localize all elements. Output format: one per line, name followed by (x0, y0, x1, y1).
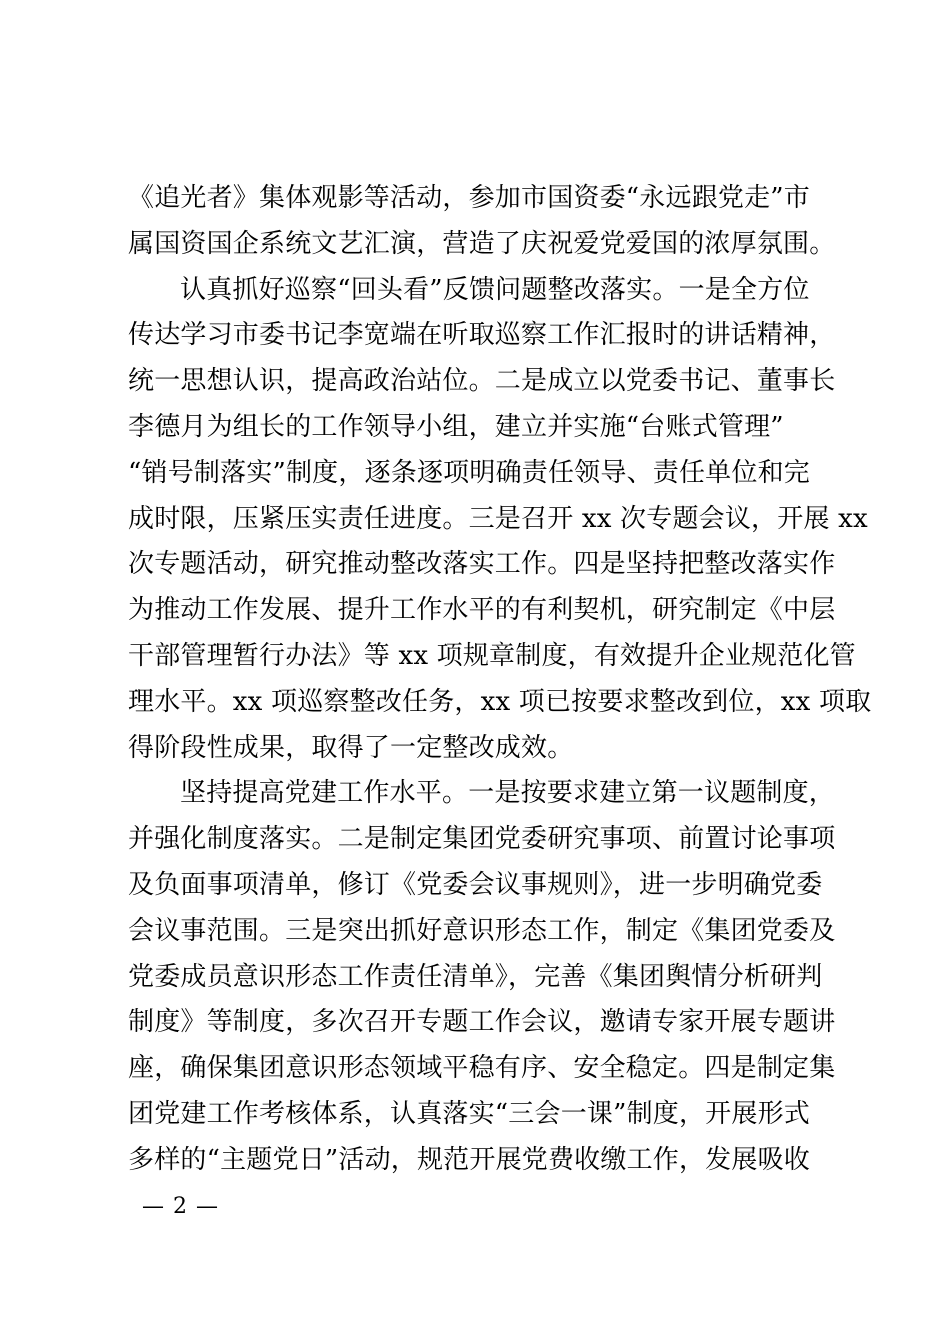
text-line: 坚持提高党建工作水平。一是按要求建立第一议题制度， (180, 778, 836, 809)
text-line: 属国资国企系统文艺汇演，营造了庆祝爱党爱国的浓厚氛围。 (128, 228, 836, 259)
text-line: 及负面事项清单，修订《党委会议事规则》，进一步明确党委 (128, 869, 823, 900)
text-line: 传达学习市委书记李宽端在听取巡察工作汇报时的讲话精神， (128, 320, 836, 351)
page-number: — 2 — (142, 1194, 219, 1219)
text-line: 认真抓好巡察“回头看”反馈问题整改落实。一是全方位 (180, 274, 810, 305)
paragraph-1 (128, 176, 836, 268)
text-line: 并强化制度落实。二是制定集团党委研究事项、前置讨论事项 (128, 824, 836, 855)
text-line: 多样的“主题党日”活动，规范开展党费收缴工作，发展吸收 (128, 1144, 810, 1175)
text-line: 会议事范围。三是突出抓好意识形态工作，制定《集团党委及 (128, 915, 836, 946)
text-line: 次专题活动，研究推动整改落实工作。四是坚持把整改落实作 (128, 549, 836, 580)
text-line: 制度》等制度，多次召开专题工作会议，邀请专家开展专题讲 (128, 1007, 836, 1038)
text-line: 为推动工作发展、提升工作水平的有利契机，研究制定《中层 (128, 595, 836, 626)
text-line: 得阶段性成果，取得了一定整改成效。 (128, 732, 574, 763)
paragraph-3 (128, 771, 836, 1183)
text-line: 成时限，压紧压实责任进度。三是召开 xx 次专题会议，开展 xx (128, 503, 868, 534)
body-text (128, 176, 872, 1184)
text-line: 理水平。xx 项巡察整改任务，xx 项已按要求整改到位，xx 项取 (128, 686, 872, 717)
text-line: 座，确保集团意识形态领域平稳有序、安全稳定。四是制定集 (128, 1053, 836, 1084)
text-line: 干部管理暂行办法》等 xx 项规章制度，有效提升企业规范化管 (128, 640, 856, 671)
text-line: 《追光者》集体观影等活动，参加市国资委“永远跟党走”市 (128, 183, 810, 213)
text-line: 李德月为组长的工作领导小组，建立并实施“台账式管理” (128, 411, 784, 442)
paragraph-2 (128, 268, 872, 772)
text-line: “销号制落实”制度，逐条逐项明确责任领导、责任单位和完 (128, 457, 810, 488)
text-line: 团党建工作考核体系，认真落实“三会一课”制度，开展形式 (128, 1098, 810, 1129)
text-line: 统一思想认识，提高政治站位。二是成立以党委书记、董事长 (128, 366, 836, 397)
text-line: 党委成员意识形态工作责任清单》，完善《集团舆情分析研判 (128, 961, 823, 992)
